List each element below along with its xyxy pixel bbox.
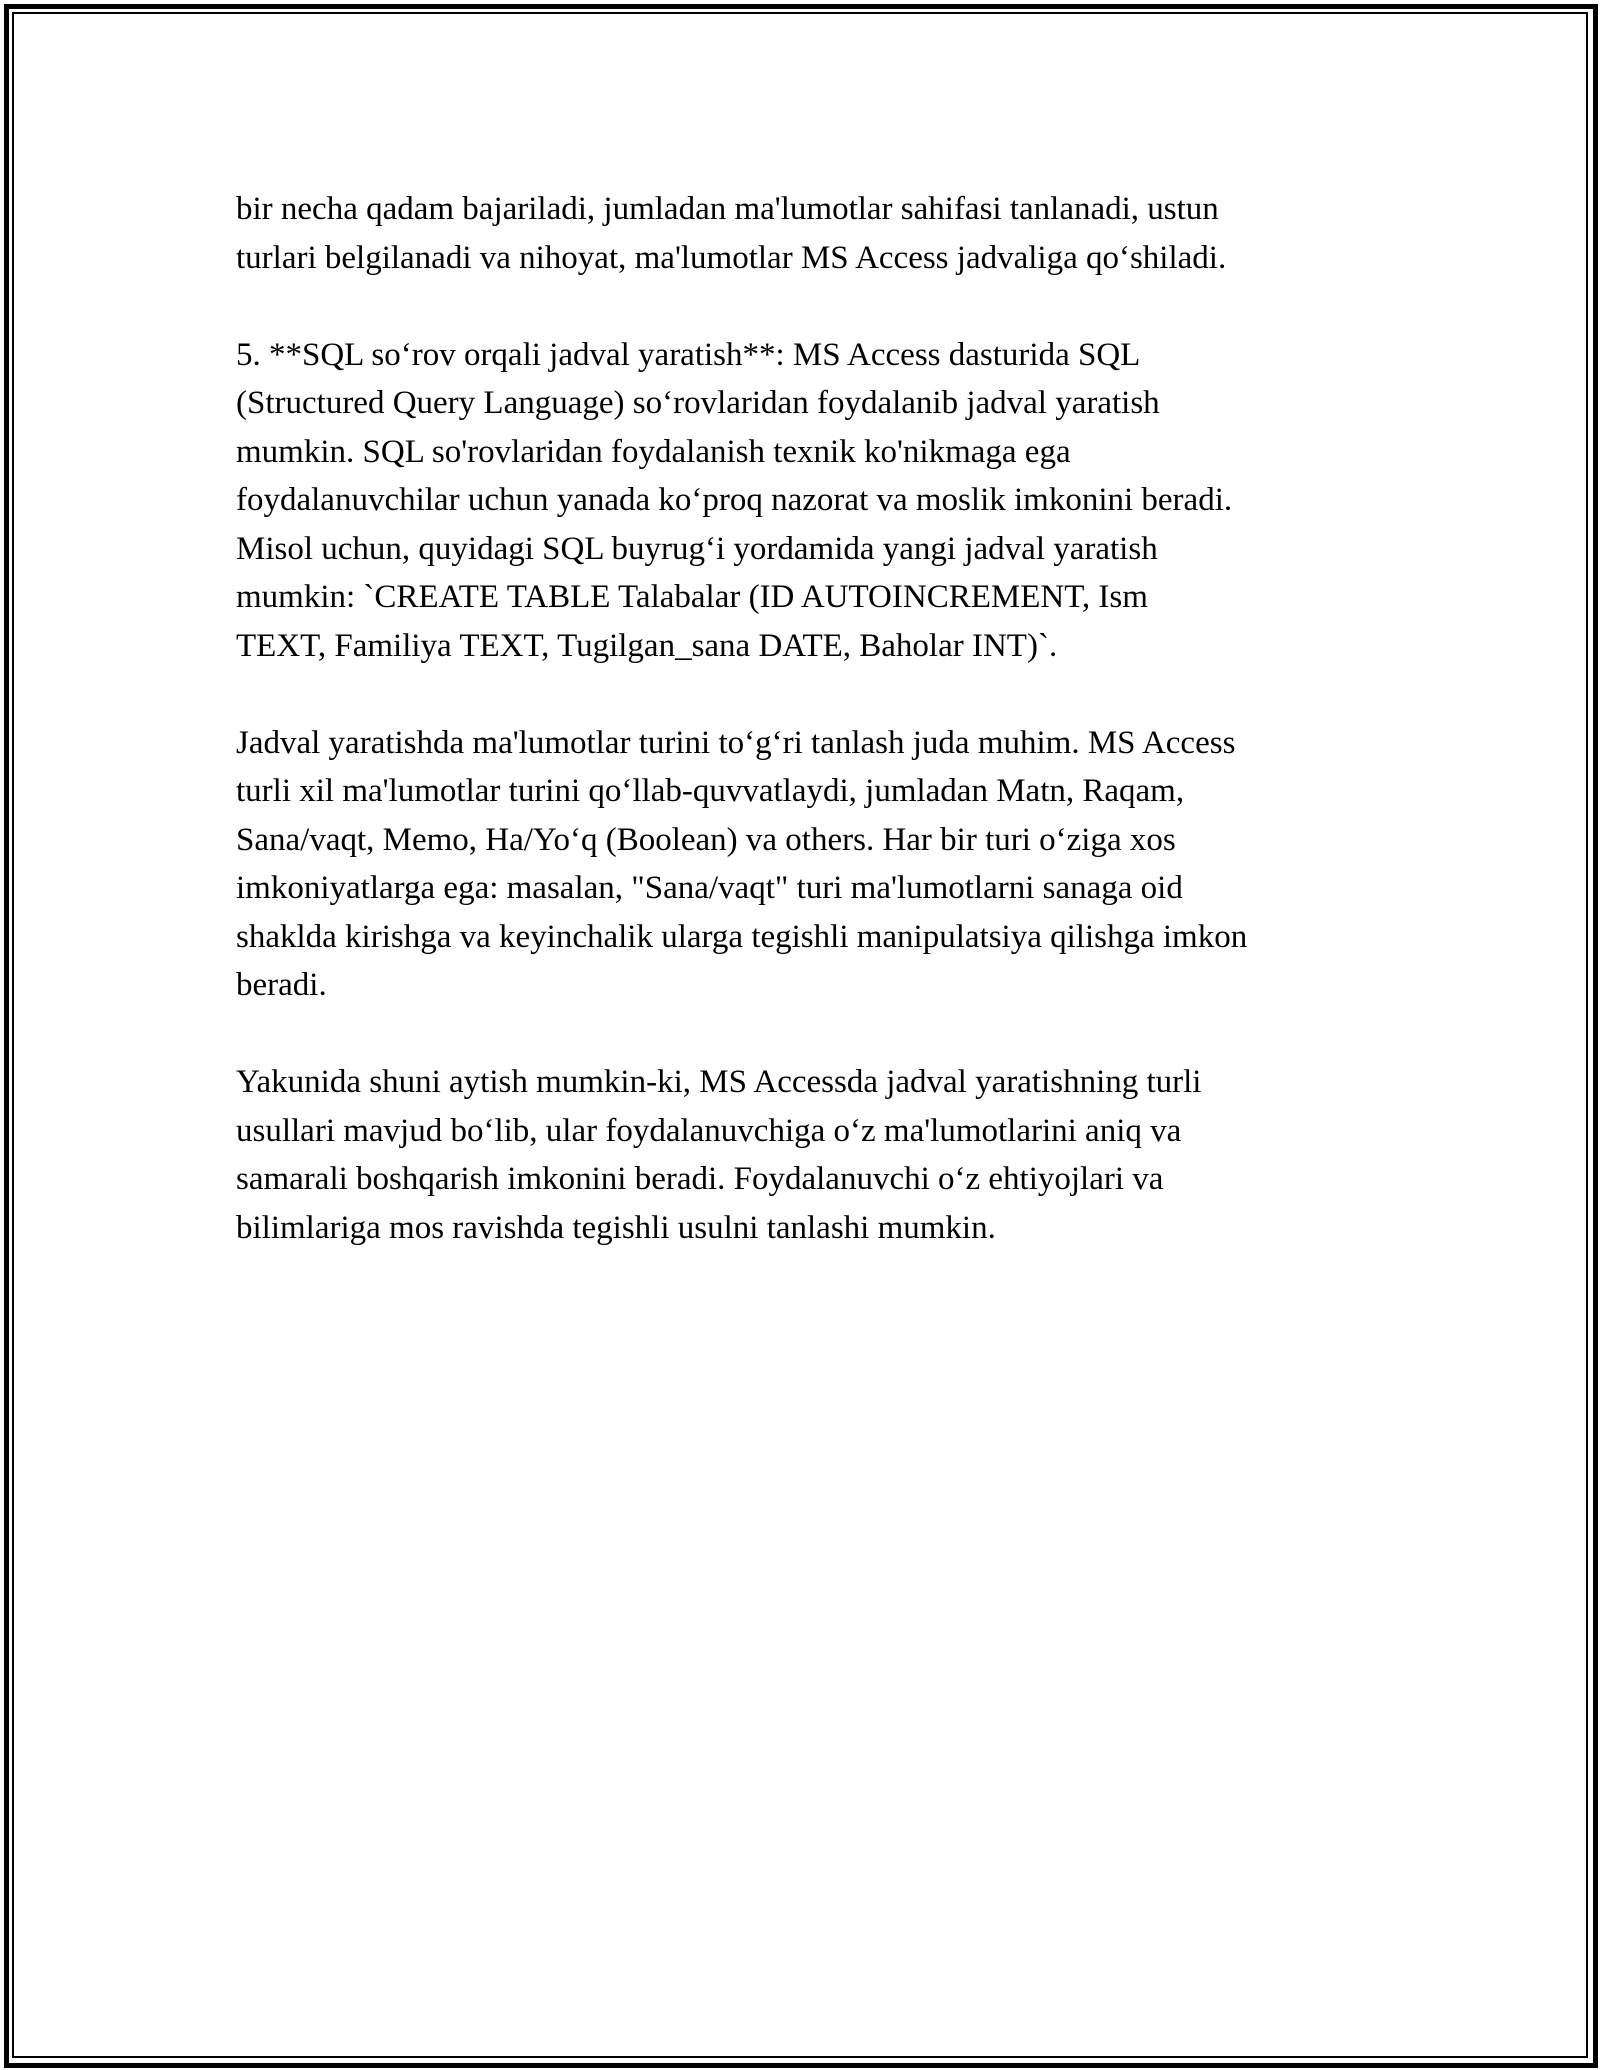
document-body bbox=[236, 185, 1386, 1301]
paragraph-continuation: bir necha qadam bajariladi, jumladan ma'lumotlar sahifasi tanlanadi, ustun turlari belgilanadi va nihoyat, ma'lumotlar MS Access jadvaliga qo‘shiladi. bbox=[236, 191, 1227, 276]
paragraph-data-types: Jadval yaratishda ma'lumotlar turini to‘g‘ri tanlash juda muhim. MS Access turli xil ma'lumotlar turini qo‘llab-quvvatlaydi, jumladan Matn, Raqam, Sana/vaqt, Memo, Ha/Yo‘q (Boolean) va others. Har bir turi o‘ziga xos imkoniyatlarga ega: masalan, "Sana/vaqt" turi ma'lumotlarni sanaga oid shakldа kirishga va keyinchalik ularga tegishli manipulatsiya qilishga imkon beradi. bbox=[236, 724, 1248, 1003]
paragraph-sql-table-creation: 5. **SQL so‘rov orqali jadval yaratish**: MS Access dasturida SQL (Structured Query Language) so‘rovlaridan foydalanib jadval yaratish mumkin. SQL so'rovlaridan foydalanish texnik ko'nikmaga ega foydalanuvchilar uchun yanada ko‘proq nazorat va moslik imkonini beradi. Misol uchun, quyidagi SQL buyrug‘i yordamida yangi jadval yaratish mumkin: `CREATE TABLE Talabalar (ID AUTOINCREMENT, Ism TEXT, Familiya TEXT, Tugilgan_sana DATE, Baholar INT)`. bbox=[236, 336, 1233, 664]
paragraph-conclusion: Yakunida shuni aytish mumkin-ki, MS Accessda jadval yaratishning turli usullari mavjud bo‘lib, ular foydalanuvchiga o‘z ma'lumotlarini aniq va samarali boshqarish imkonini beradi. Foydalanuvchi o‘z ehtiyojlari va bilimlariga mos ravishda tegishli usulni tanlashi mumkin. bbox=[236, 1064, 1202, 1246]
